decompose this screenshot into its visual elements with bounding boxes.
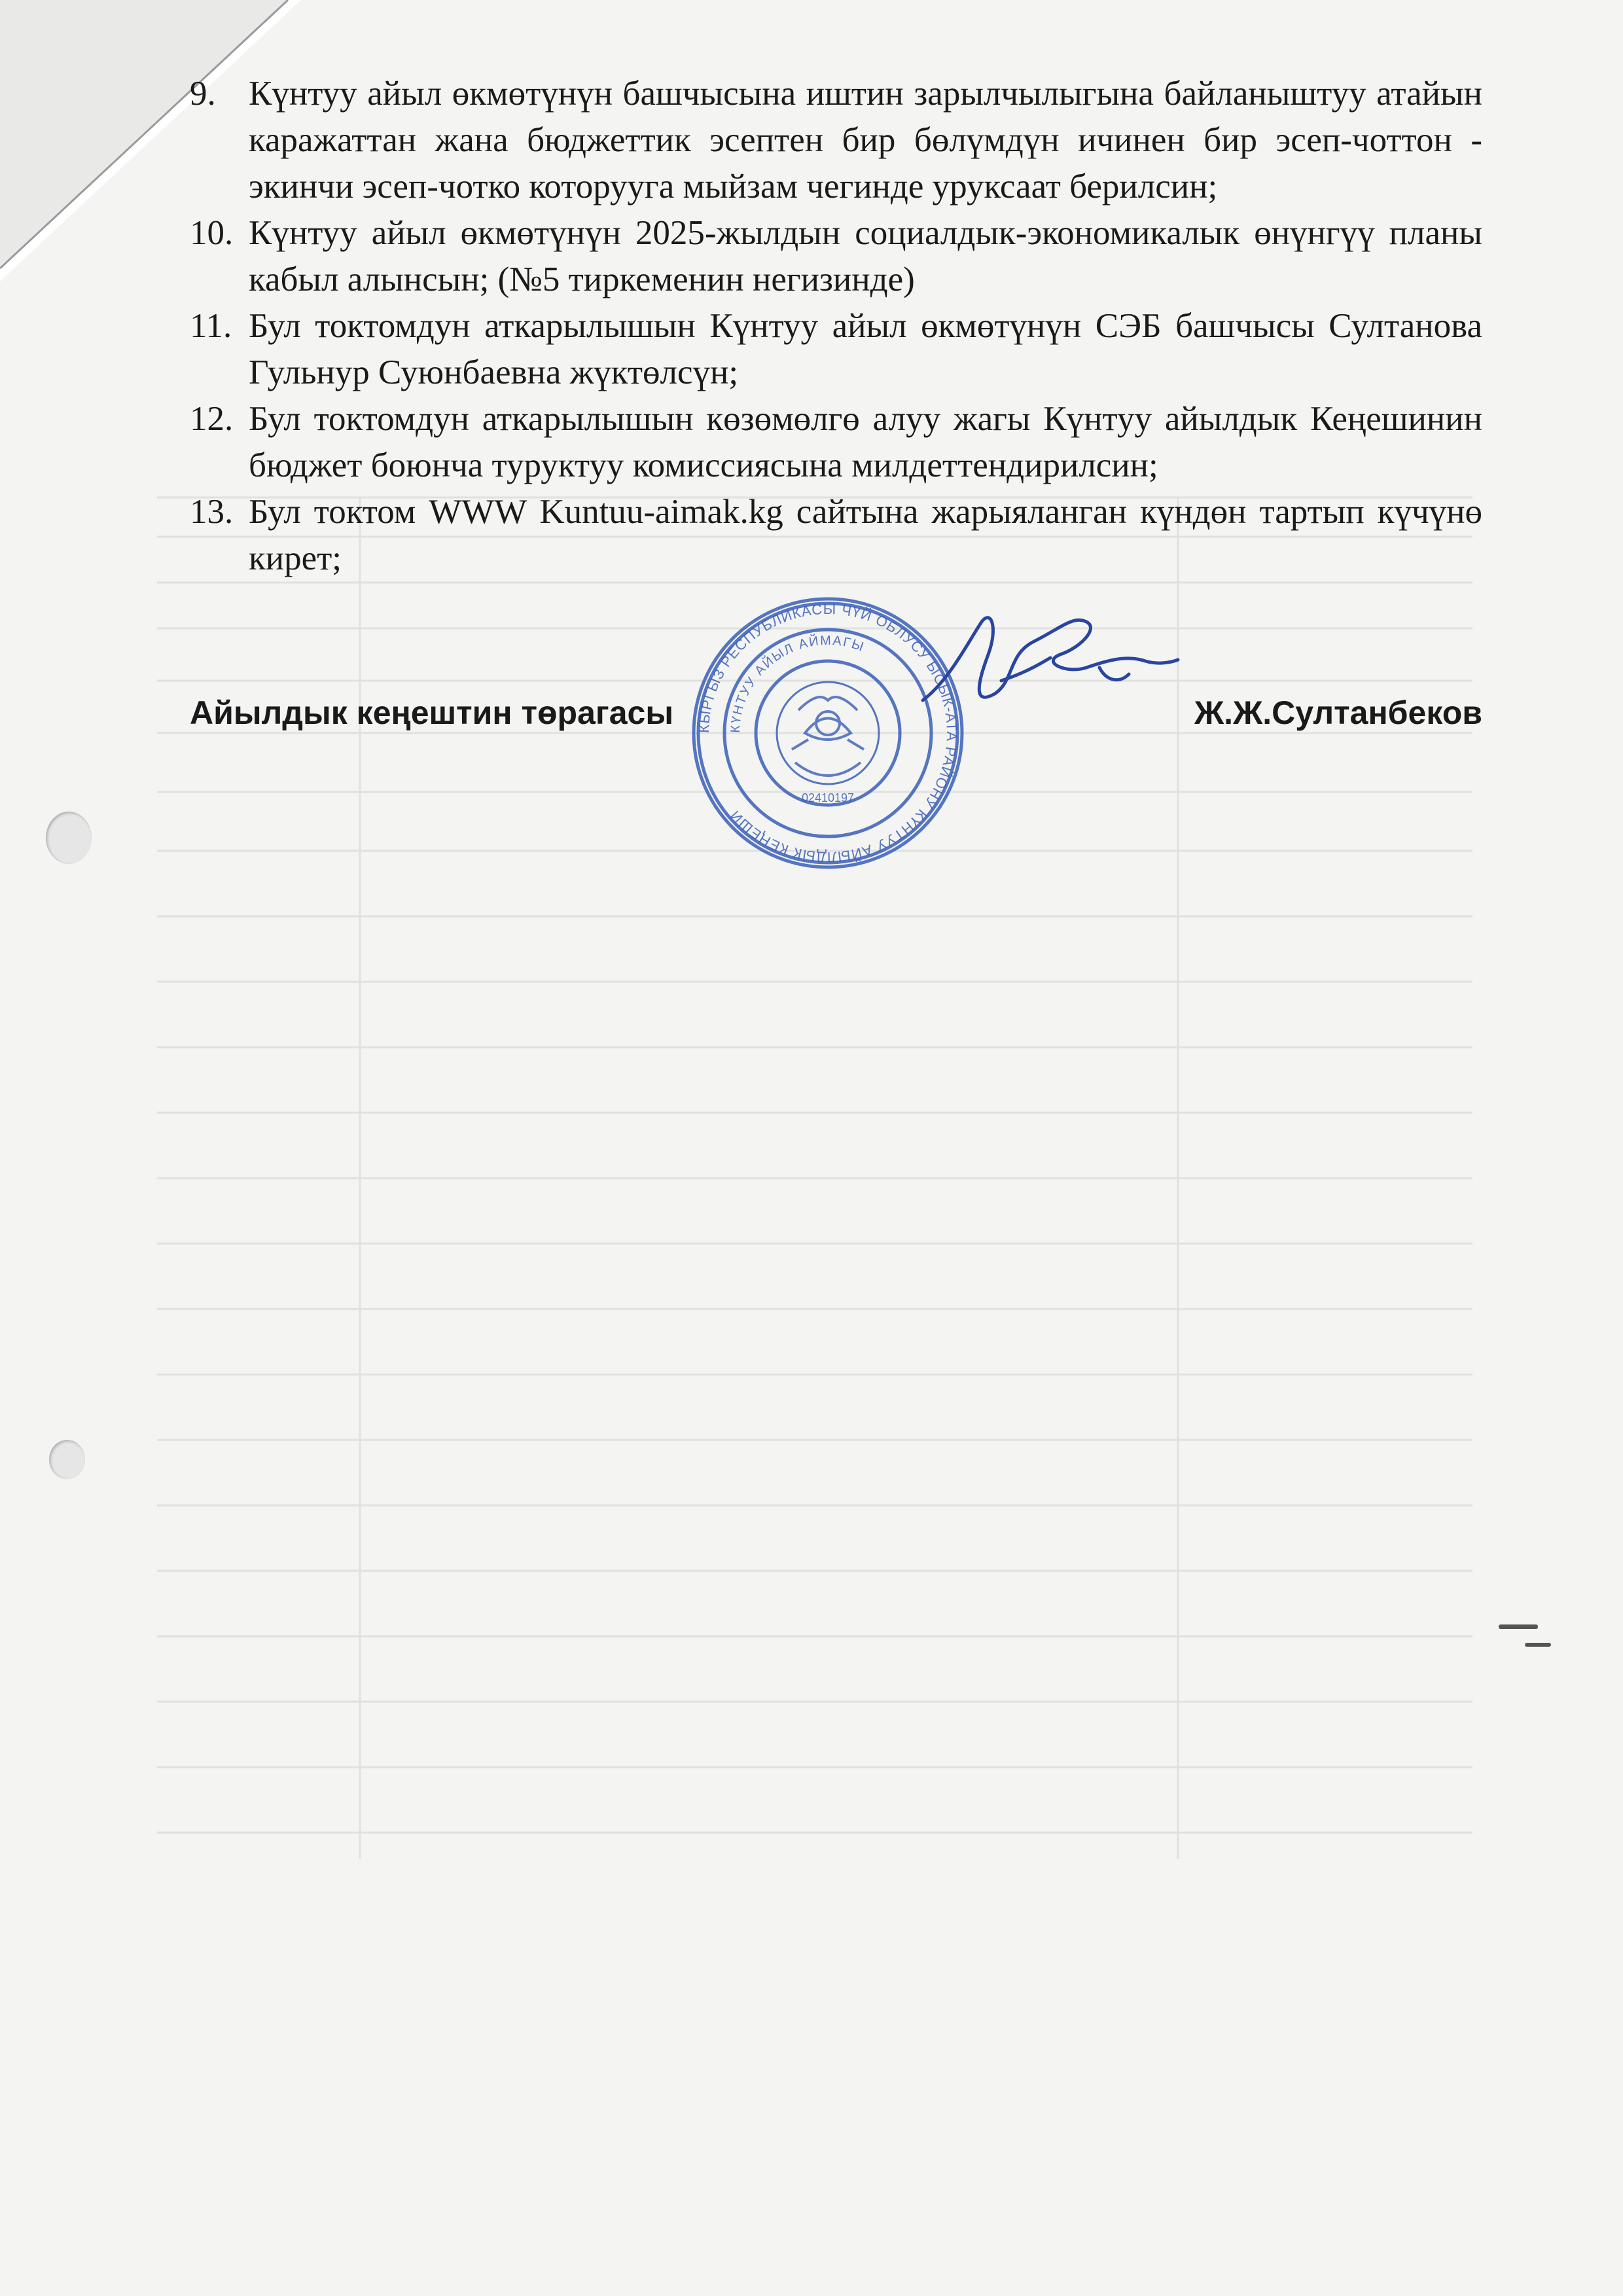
item-number: 12. [190, 400, 234, 438]
resolution-item-11 [190, 303, 1482, 396]
resolution-item-12 [190, 396, 1482, 489]
stamp-code: 02410197 [801, 791, 855, 804]
resolution-items [190, 71, 1482, 582]
paper-speck [1499, 1624, 1538, 1629]
item-text: Бул токтом WWW Kuntuu-aimak.kg сайтына жарыяланган күндөн тартып күчүнө кирет; [249, 493, 1482, 577]
resolution-item-9 [190, 71, 1482, 210]
item-number: 11. [190, 307, 232, 345]
paper-speck [1525, 1643, 1551, 1647]
item-number: 13. [190, 493, 234, 531]
stamp-inner-text: КҮНТУУ АЙЫЛ АЙМАГЫ [728, 633, 867, 734]
item-text: Күнтуу айыл өкмөтүнүн 2025-жылдын социалдык-экономикалык өнүнгүү планы кабыл алынсын; (№5 тиркеменин негизинде) [249, 214, 1482, 298]
item-number: 10. [190, 214, 234, 252]
item-text: Бул токтомдун аткарылышын көзөмөлгө алуу жагы Күнтуу айылдык Кеңешинин бюджет боюнча туруктуу комиссиясына милдеттендирилсин; [249, 400, 1482, 484]
item-number: 9. [190, 75, 216, 113]
resolution-item-13 [190, 489, 1482, 582]
punch-hole-bottom [49, 1440, 85, 1479]
signatory-name: Ж.Ж.Султанбеков [1194, 694, 1482, 731]
stamp-outer-text: КЫРГЫЗ РЕСПУБЛИКАСЫ ЧҮЙ ОБЛУСУ ЫСЫК-АТА РАЙОНУ КҮНТУУ АЙЫЛДЫК КЕҢЕШИ [695, 600, 961, 866]
item-text: Бул токтомдун аткарылышын Күнтуу айыл өкмөтүнүн СЭБ башчысы Султанова Гульнур Суюнбаевна жүктөлсүн; [249, 307, 1482, 391]
resolution-item-10 [190, 210, 1482, 303]
item-text: Күнтуу айыл өкмөтүнүн башчысына иштин зарылчылыгына байланыштуу атайын каражаттан жана бюджеттик эсептен бир бөлүмдүн ичинен бир эсеп-чоттон - экинчи эсеп-чотко которууга мыйзам чегинде уруксаат берилсин; [249, 75, 1482, 206]
signature-row [190, 694, 1482, 753]
punch-hole-top [46, 812, 92, 864]
signatory-role: Айылдык кеңештин төрагасы [190, 694, 674, 731]
